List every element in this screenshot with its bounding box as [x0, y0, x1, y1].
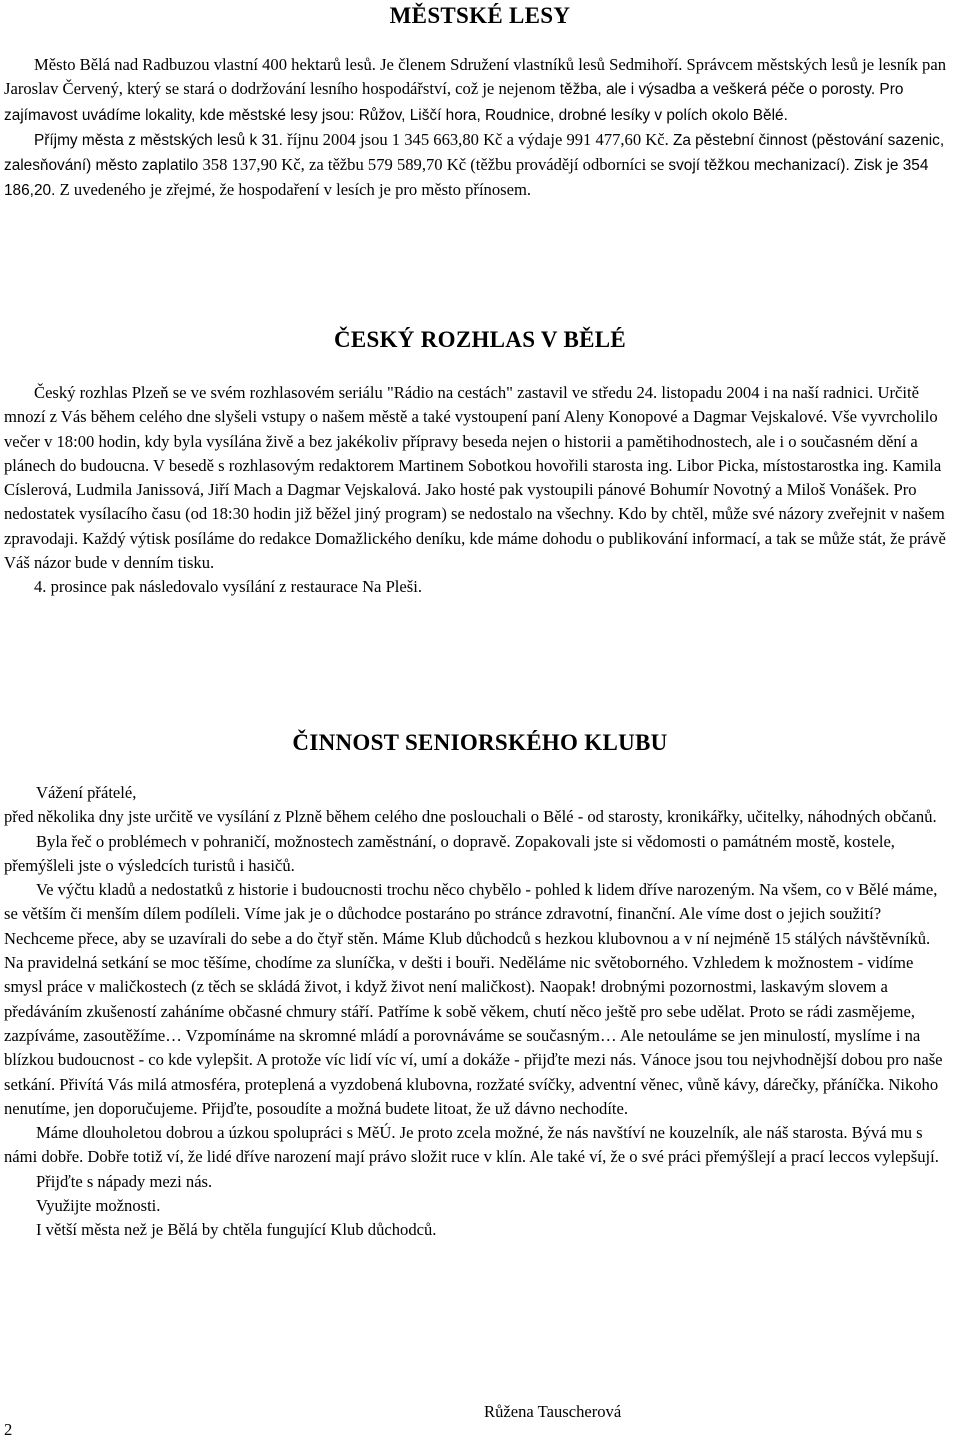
forests-p1-sans: těžba, ale i výsadba a veškerá péče o porosty. Pro zajímavost uvádíme lokality, kde městské lesy jsou: Růžov, Liščí hora, Roudnice, drobné lesíky v polích okolo Bělé. — [4, 81, 904, 124]
radio-section — [4, 381, 952, 600]
forests-p2-serif-b: 358 137,90 Kč, za těžbu 579 589,70 Kč (těžbu provádějí odborníci se — [202, 155, 669, 175]
forests-p2-sans-b: Za pěstební činnost (pěstování sazenic, zalesňování) město zaplatilo — [4, 131, 945, 175]
seniors-paragraph-4: Máme dlouholetou dobrou a úzkou spolupráci s MěÚ. Je proto zcela možné, že nás navštíví ne kouzelník, ale náš starosta. Bývá mu s námi dobře. Dobře totiž ví, že lidé dříve narození mají právo složit ruce v klín. Ale také ví, že o své práci přemýšlejí a prací leccos vylepšují. — [4, 1123, 939, 1167]
author-signature: Růžena Tauscherová — [484, 1402, 622, 1421]
forests-title: MĚSTSKÉ LESY — [389, 3, 571, 28]
forests-paragraph-2 — [4, 128, 952, 204]
seniors-greeting: Vážení přátelé, — [36, 783, 137, 802]
seniors-paragraph-3: Ve výčtu kladů a nedostatků z historie i budoucnosti trochu něco chybělo - pohled k lidem dříve narozeným. Na všem, co v Bělé máme, se větším či menším dílem podíleli. Víme jak je o důchodce postaráno po stránce zdravotní, finanční. Ale víme dost o jejich soužití? Nechceme přece, aby se uzavírali do sebe a do čtyř stěn. Máme Klub důchodců s hezkou klubovnou a v ní nejméně 15 stálých návštěvníků. Na pravidelná setkání se moc těšíme, chodíme za sluníčka, v dešti i bouři. Neděláme nic světoborného. Vzhledem k možnostem - vidíme smysl práce v maličkostech (z těch se skládá život, i když život není maličkost). Naopak! drobnými pozornostmi, laskavým slovem a předáváním zkušeností zaháníme občasné chmury stáří. Patříme k sobě věkem, chutí něco ještě pro sebe udělat. Proto se rádi zasmějeme, zazpíváme, zasoutěžíme… Vzpomínáme na skromné mládí a porovnáváme se současným… Ale netouláme se jen minulostí, myslíme i na blízkou budoucnost - co kde vylepšit. A protože víc lidí víc ví, umí a dokáže - přijďte mezi nás. Vánoce jsou tou nejvhodnější dobou pro naše setkání. Přivítá Vás milá atmosféra, proteplená a vyzdobená klubovna, rozžaté svíčky, adventní věnec, vůně kávy, dárečky, přáníčka. Nikoho nenutíme, jen doporučujeme. Přijďte, posoudíte a možná budete litoat, že už dávno nechodíte. — [4, 880, 943, 1118]
seniors-paragraph-5: Přijďte s nápady mezi nás. — [36, 1171, 213, 1191]
forests-p2-sans-c: svojí těžkou mechanizací). Zisk je 354 186,20. — [4, 157, 929, 200]
forests-p2-sans: Příjmy města z městských lesů k 31. — [34, 131, 288, 149]
seniors-paragraph-7: I větší města než je Bělá by chtěla fungující Klub důchodců. — [36, 1220, 437, 1240]
seniors-title: ČINNOST SENIORSKÉHO KLUBU — [292, 730, 668, 755]
radio-paragraph-1: Český rozhlas Plzeň se ve svém rozhlasovém seriálu "Rádio na cestách" zastavil ve středu 24. listopadu 2004 i na naší radnici. Určitě mnozí z Vás během celého dne slyšeli vstupy o našem městě a také vystoupení paní Aleny Konopové a Dagmar Vejskalové. Vše vyvrcholilo večer v 18:00 hodin, kdy byla vysílána živě a bez jakékoliv přípravy beseda nejen o historii a pamětihodnostech, ale i o současném dění a plánech do budoucna. V besedě s rozhlasovým redaktorem Martinem Sobotkou hovořili starosta ing. Libor Picka, místostarostka ing. Kamila Císlerová, Ludmila Janissová, Jiří Mach a Dagmar Vejskalová. Jako hosté pak vystoupili pánové Bohumír Novotný a Miloš Vonášek. Pro nedostatek vysílacího času (od 18:30 hodin již běžel jiný program) se nedostalo na všechny. Kdo by chtěl, může své názory zveřejnit v našem zpravodaji. Každý výtisk posíláme do redakce Domažlického deníku, kde máme dohodu o publikování informací, a tak se může stát, že právě Váš názor bude v denním tisku. — [4, 383, 946, 573]
radio-title: ČESKÝ ROZHLAS V BĚLÉ — [333, 327, 627, 352]
forests-p2-serif: říjnu 2004 jsou 1 345 663,80 Kč a výdaje 991 477,60 Kč. — [287, 129, 673, 149]
radio-paragraph-2: 4. prosince pak následovalo vysílání z restaurace Na Pleši. — [34, 577, 422, 597]
forests-p1-serif: Město Bělá nad Radbuzou vlastní 400 hektarů lesů. Je členem Sdružení vlastníků lesů Sedmihoří. Správcem městských lesů je lesník pan Jaroslav Červený, který se stará o dodržování lesního hospodářství, což je nejenom — [4, 55, 947, 99]
forests-section — [4, 53, 952, 204]
seniors-paragraph-2: Byla řeč o problémech v pohraničí, možnostech zaměstnání, o dopravě. Zopakovali jste si vědomosti o památném mostě, kostele, přemýšleli jste o výsledcích turistů i hasičů. — [4, 831, 895, 875]
forests-p2-serif-c: Z uvedeného je zřejmé, že hospodaření v lesích je pro město přínosem. — [59, 180, 532, 200]
forests-paragraph-1 — [4, 53, 952, 128]
seniors-paragraph-1: před několika dny jste určitě ve vysílání z Plzně během celého dne poslouchali o Bělé - od starosty, kronikářky, učitelky, náhodných občanů. — [4, 807, 937, 827]
seniors-section — [4, 781, 952, 1243]
page-number: 2 — [4, 1420, 13, 1439]
seniors-paragraph-6: Využijte možnosti. — [36, 1196, 161, 1216]
